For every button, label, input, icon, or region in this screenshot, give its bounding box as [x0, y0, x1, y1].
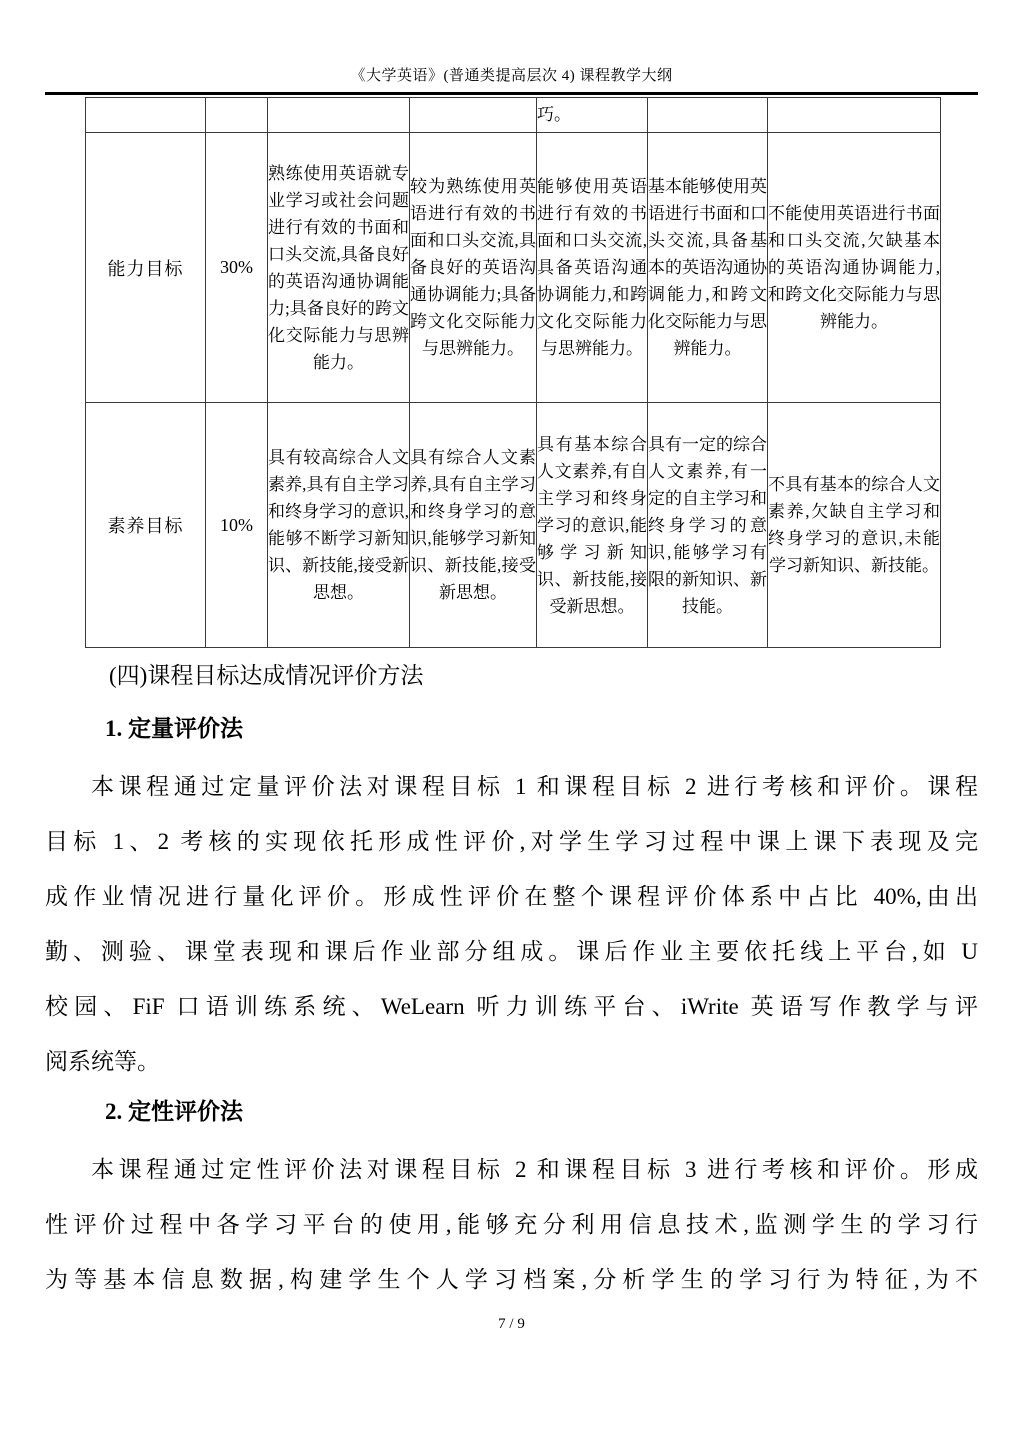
content-area — [45, 0, 978, 1333]
level-cell: 不能使用英语进行书面和口头交流,欠缺基本的英语沟通协调能力,和跨文化交际能力与思辨能力。 — [768, 133, 941, 403]
level-cell: 具有一定的综合人文素养,有一定的自主学习和终身学习的意识,能够学习有限的新知识、新技能。 — [648, 403, 768, 648]
table-row-ability-objective — [86, 133, 941, 403]
paragraph-quantitative — [45, 759, 978, 1089]
table-cell — [410, 98, 537, 133]
table-cell — [206, 98, 268, 133]
table-row-carryover — [86, 98, 941, 133]
level-cell: 具有基本综合人文素养,有自主学习和终身学习的意识,能够学习新知识、新技能,接受新思想。 — [537, 403, 648, 648]
paragraph-line: 目标 1、2 考核的实现依托形成性评价,对学生学习过程中课上课下表现及完 — [45, 829, 978, 854]
paragraph-line: 阅系统等。 — [45, 1049, 160, 1074]
level-cell: 较为熟练使用英语进行有效的书面和口头交流,具备良好的英语沟通协调能力;具备跨文化交际能力与思辨能力。 — [410, 133, 537, 403]
table-cell-carryover-text: 巧。 — [537, 98, 648, 133]
paragraph-line: 性评价过程中各学习平台的使用,能够充分利用信息技术,监测学生的学习行 — [45, 1212, 978, 1237]
level-cell: 具有综合人文素养,具有自主学习和终身学习的意识,能够学习新知识、新技能,接受新思想。 — [410, 403, 537, 648]
sub-heading-qualitative: 2. 定性评价法 — [105, 1099, 243, 1124]
paragraph-line: 成作业情况进行量化评价。形成性评价在整个课程评价体系中占比 40%,由出 — [45, 884, 978, 909]
level-cell: 不具有基本的综合人文素养,欠缺自主学习和终身学习的意识,未能学习新知识、新技能。 — [768, 403, 941, 648]
paragraph-qualitative — [45, 1142, 978, 1307]
level-cell: 熟练使用英语就专业学习或社会问题进行有效的书面和口头交流,具备良好的英语沟通协调能力;具备良好的跨文化交际能力与思辨能力。 — [268, 133, 410, 403]
sub-heading-quantitative: 1. 定量评价法 — [105, 716, 243, 741]
weight-cell: 30% — [206, 133, 268, 403]
level-cell: 能够使用英语进行有效的书面和口头交流,具备英语沟通协调能力,和跨文化交际能力与思辨能力。 — [537, 133, 648, 403]
table-cell — [648, 98, 768, 133]
section-heading: (四)课程目标达成情况评价方法 — [109, 663, 424, 688]
weight-cell: 10% — [206, 403, 268, 648]
header-rule-divider — [45, 92, 978, 95]
level-cell: 具有较高综合人文素养,具有自主学习和终身学习的意识,能够不断学习新知识、新技能,接受新思想。 — [268, 403, 410, 648]
paragraph-line: 本课程通过定量评价法对课程目标 1 和课程目标 2 进行考核和评价。课程 — [91, 774, 978, 799]
category-cell: 能力目标 — [86, 133, 206, 403]
category-cell: 素养目标 — [86, 403, 206, 648]
table-row-quality-objective — [86, 403, 941, 648]
paragraph-line: 为等基本信息数据,构建学生个人学习档案,分析学生的学习行为特征,为不 — [45, 1267, 978, 1292]
course-objective-evaluation-table — [85, 97, 941, 648]
document-header-title: 《大学英语》(普通类提高层次 4) 课程教学大纲 — [350, 68, 673, 84]
level-cell: 基本能够使用英语进行书面和口头交流,具备基本的英语沟通协调能力,和跨文化交际能力与思辨能力。 — [648, 133, 768, 403]
table-cell — [86, 98, 206, 133]
table-cell — [268, 98, 410, 133]
page-number: 7 / 9 — [498, 1316, 525, 1332]
paragraph-line: 本课程通过定性评价法对课程目标 2 和课程目标 3 进行考核和评价。形成 — [91, 1157, 978, 1182]
paragraph-line: 校园、FiF 口语训练系统、WeLearn 听力训练平台、iWrite 英语写作教学与评 — [45, 994, 978, 1019]
table-cell — [768, 98, 941, 133]
paragraph-line: 勤、测验、课堂表现和课后作业部分组成。课后作业主要依托线上平台,如 U — [45, 939, 978, 964]
